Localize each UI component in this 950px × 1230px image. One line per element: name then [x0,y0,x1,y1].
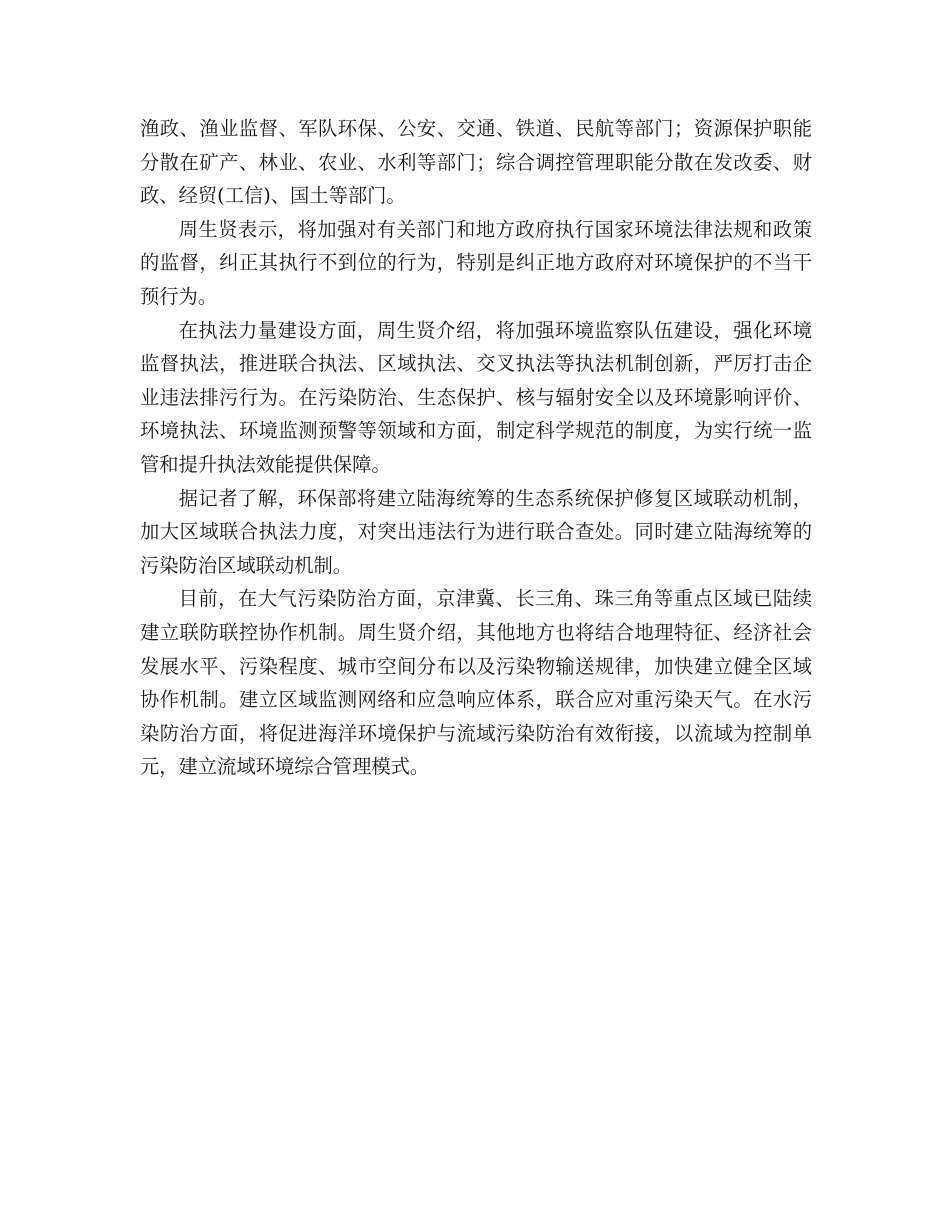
paragraph-supervision: 周生贤表示，将加强对有关部门和地方政府执行国家环境法律法规和政策的监督，纠正其执行不到位的行为，特别是纠正地方政府对环境保护的不当干预行为。 [140,217,812,308]
paragraph-continuation: 渔政、渔业监督、军队环保、公安、交通、铁道、民航等部门；资源保护职能分散在矿产、林业、农业、水利等部门；综合调控管理职能分散在发改委、财政、经贸(工信)、国土等部门。 [140,117,812,208]
paragraph-enforcement: 在执法力量建设方面，周生贤介绍，将加强环境监察队伍建设，强化环境监督执法，推进联合执法、区域执法、交叉执法等执法机制创新，严厉打击企业违法排污行为。在污染防治、生态保护、核与辐射安全以及环境影响评价、环境执法、环境监测预警等领域和方面，制定科学规范的制度，为实行统一监管和提升执法效能提供保障。 [140,318,812,476]
paragraph-regional-cooperation: 目前，在大气污染防治方面，京津冀、长三角、珠三角等重点区域已陆续建立联防联控协作机制。周生贤介绍，其他地方也将结合地理特征、经济社会发展水平、污染程度、城市空间分布以及污染物输送规律，加快建立健全区域协作机制。建立区域监测网络和应急响应体系，联合应对重污染天气。在水污染防治方面，将促进海洋环境保护与流域污染防治有效衔接，以流域为控制单元，建立流域环境综合管理模式。 [140,587,812,779]
paragraph-land-sea-coordination: 据记者了解，环保部将建立陆海统筹的生态系统保护修复区域联动机制，加大区域联合执法力度，对突出违法行为进行联合查处。同时建立陆海统筹的污染防治区域联动机制。 [140,486,812,577]
article-body [140,112,812,784]
